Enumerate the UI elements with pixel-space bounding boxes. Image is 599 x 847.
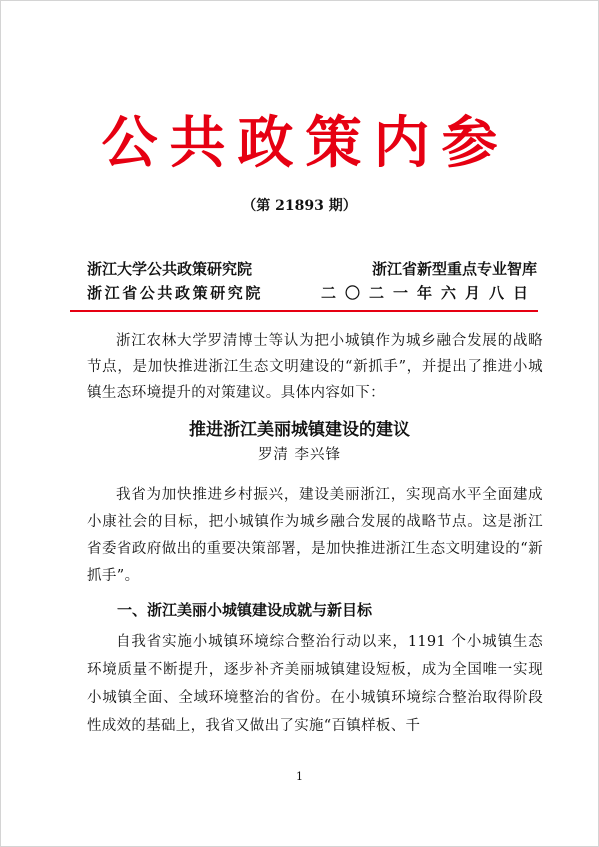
- masthead-title: 公共政策内参: [101, 110, 510, 176]
- body-paragraph-1: 我省为加快推进乡村振兴，建设美丽浙江，实现高水平全面建成小康社会的目标，把小城镇作为城乡融合发展的战略节点。这是浙江省委省政府做出的重要决策部署，是加快推进浙江生态文明建设的“新抓手”。: [87, 487, 543, 584]
- think-tank-label: 浙江省新型重点专业智库: [371, 260, 537, 278]
- issue-number: （第 21893 期）: [242, 198, 357, 214]
- body-paragraph-2: 自我省实施小城镇环境综合整治行动以来，1191 个小城镇生态环境质量不断提升，逐步补齐美丽城镇建设短板，成为全国唯一实现小城镇全面、全域环境整治的省份。在小城镇环境综合整治取得阶段性成效的基础上，我省又做出了实施“百镇样板、千: [87, 634, 543, 734]
- issue-date: 二〇二一年六月八日: [320, 284, 537, 302]
- page-number: 1: [296, 770, 303, 783]
- article-title: 推进浙江美丽城镇建设的建议: [189, 420, 410, 440]
- org-name-zju: 浙江大学公共政策研究院: [87, 260, 253, 278]
- intro-paragraph: 浙江农林大学罗清博士等认为把小城镇作为城乡融合发展的战略节点，是加快推进浙江生态文明建设的“新抓手”，并提出了推进小城镇生态环境提升的对策建议。具体内容如下：: [87, 333, 543, 401]
- red-divider: [70, 310, 538, 312]
- section-heading-1: 一、浙江美丽小城镇建设成就与新目标: [117, 601, 373, 619]
- article-authors: 罗清 李兴锋: [257, 447, 342, 463]
- org-name-provincial: 浙江省公共政策研究院: [87, 284, 264, 302]
